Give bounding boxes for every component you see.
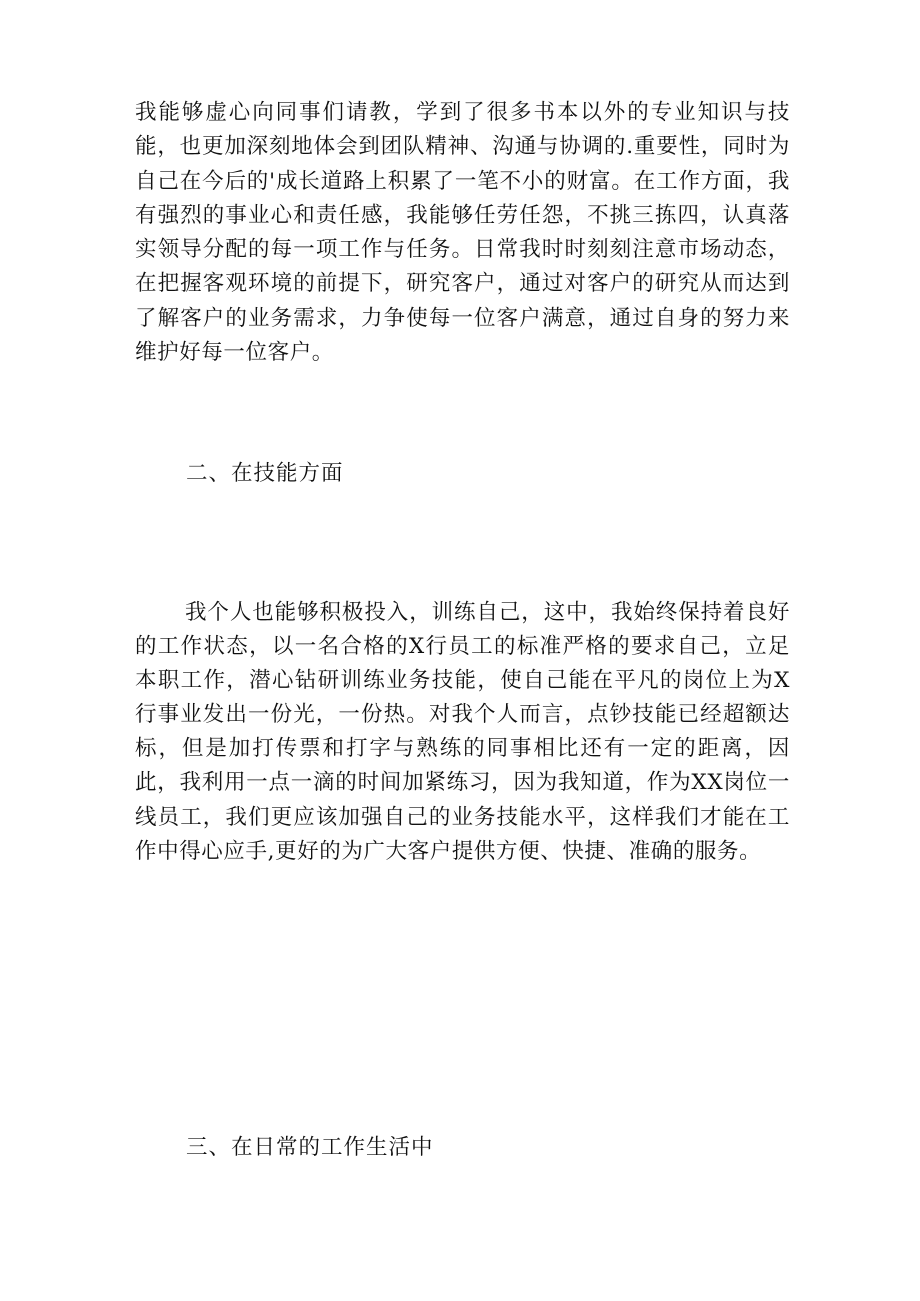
section-heading-skills: 二、在技能方面 [186, 461, 344, 486]
paragraph-work-attitude: 我能够虚心向同事们请教，学到了很多书本以外的专业知识与技能，也更加深刻地体会到团队精神、沟通与协调的.重要性，同时为自己在今后的'成长道路上积累了一笔不小的财富。在工作方面，我有强烈的事业心和责任感，我能够任劳任怨，不挑三拣四，认真落实领导分配的每一项工作与任务。日常我时时刻刻注意市场动态，在把握客观环境的前提下，研究客户，通过对客户的研究从而达到了解客户的业务需求，力争使每一位客户满意，通过自身的努力来维护好每一位客户。 [135, 100, 790, 366]
section-heading-daily-work: 三、在日常的工作生活中 [186, 1135, 434, 1160]
paragraph-skills: 我个人也能够积极投入，训练自己，这中，我始终保持着良好的工作状态，以一名合格的X行员工的标准严格的要求自己，立足本职工作，潜心钻研训练业务技能，使自己能在平凡的岗位上为X行事业发出一份光，一份热。对我个人而言，点钞技能已经超额达标，但是加打传票和打字与熟练的同事相比还有一定的距离，因此，我利用一点一滴的时间加紧练习，因为我知道，作为XX岗位一线员工，我们更应该加强自己的业务技能水平，这样我们才能在工作中得心应手,更好的为广大客户提供方便、快捷、准确的服务。 [135, 600, 790, 864]
